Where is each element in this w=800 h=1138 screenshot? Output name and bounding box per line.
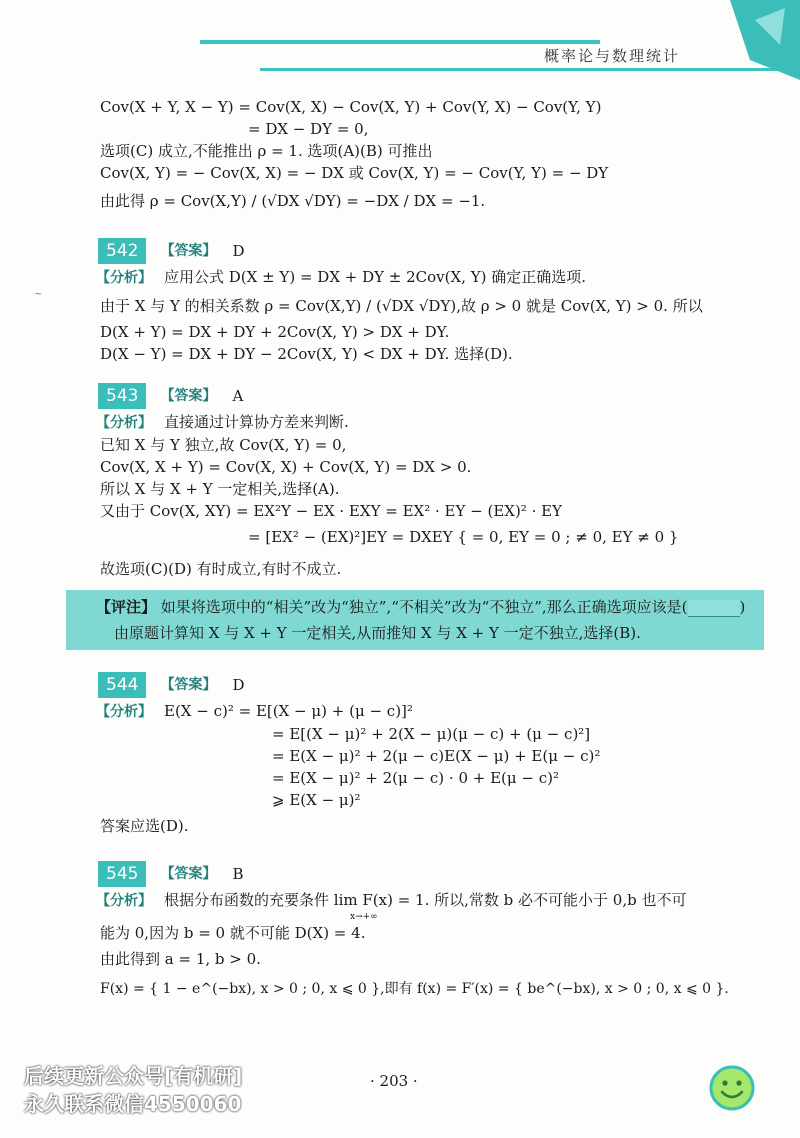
note-box — [66, 590, 764, 650]
question-number: 542 — [98, 238, 146, 264]
question-header — [100, 383, 730, 409]
analysis-text: 根据分布函数的充要条件 lim F(x) = 1. 所以,常数 b 必不可能小于 0,b 也不可 — [164, 891, 687, 909]
analysis-label: 【分析】 — [96, 704, 152, 720]
analysis-label: 【分析】 — [96, 270, 152, 286]
analysis-line — [96, 266, 730, 289]
question-header — [100, 238, 730, 264]
intro-line: 由此得 ρ = Cov(X,Y) / (√DX √DY) = −DX / DX = −1. — [100, 192, 486, 210]
smiley-icon — [708, 1064, 756, 1112]
note-text — [96, 596, 746, 618]
analysis-label: 【分析】 — [96, 415, 152, 431]
watermark-line-2: 永久联系微信4550060 — [24, 1092, 242, 1116]
analysis-line — [96, 411, 730, 434]
analysis-line — [96, 889, 730, 912]
intro-line: Cov(X + Y, X − Y) = Cov(X, X) − Cov(X, Y) + Cov(Y, X) − Cov(Y, Y) — [100, 98, 602, 116]
analysis-line: 故选项(C)(D) 有时成立,有时不成立. — [100, 560, 342, 578]
corner-arrow-icon — [710, 0, 800, 80]
note-text-2: 由原题计算知 X 与 X + Y 一定相关,从而推知 X 与 X + Y 一定不独立,选择(B). — [114, 624, 641, 642]
margin-mark: ~ — [34, 289, 43, 300]
answer-value: A — [232, 387, 244, 405]
analysis-line: 由于 X 与 Y 的相关系数 ρ = Cov(X,Y) / (√DX √DY),故 ρ > 0 就是 Cov(X, Y) > 0. 所以 — [100, 297, 703, 315]
answer-value: D — [232, 242, 245, 260]
header-bar — [200, 40, 600, 44]
answer-label: 【答案】 — [160, 388, 217, 404]
question-header — [100, 861, 730, 887]
page-number: · 203 · — [370, 1072, 418, 1090]
analysis-line: D(X − Y) = DX + DY − 2Cov(X, Y) < DX + DY. 选择(D). — [100, 345, 513, 363]
analysis-line: Cov(X, X + Y) = Cov(X, X) + Cov(X, Y) = DX > 0. — [100, 458, 472, 476]
analysis-line: 答案应选(D). — [100, 817, 189, 835]
analysis-text: 直接通过计算协方差来判断. — [164, 413, 349, 431]
analysis-line: ⩾ E(X − μ)² — [272, 791, 361, 809]
analysis-line: F(x) = { 1 − e^(−bx), x > 0 ; 0, x ⩽ 0 },即有 f(x) = F′(x) = { be^(−bx), x > 0 ; 0, x ⩽ 0 }. — [100, 981, 729, 997]
note-text-1: 如果将选项中的“相关”改为“独立”,“不相关”改为“不独立”,那么正确选项应该是( — [160, 598, 688, 616]
watermark — [24, 1062, 242, 1118]
question-number: 544 — [98, 672, 146, 698]
analysis-line: = E[(X − μ)² + 2(X − μ)(μ − c) + (μ − c)²] — [272, 725, 591, 743]
limit-subscript: x→+∞ — [350, 912, 378, 922]
analysis-label: 【分析】 — [96, 893, 152, 909]
analysis-line: 由此得到 a = 1, b > 0. — [100, 950, 261, 968]
analysis-line — [96, 700, 730, 723]
analysis-line: D(X + Y) = DX + DY + 2Cov(X, Y) > DX + DY. — [100, 323, 450, 341]
analysis-line: = [EX² − (EX)²]EY = DXEY { = 0, EY = 0 ; ≠ 0, EY ≠ 0 } — [248, 528, 679, 546]
intro-line: Cov(X, Y) = − Cov(X, X) = − DX 或 Cov(X, Y) = − Cov(Y, Y) = − DY — [100, 164, 609, 182]
answer-value: D — [232, 676, 245, 694]
note-label: 【评注】 — [96, 598, 157, 616]
analysis-text: 应用公式 D(X ± Y) = DX + DY ± 2Cov(X, Y) 确定正确选项. — [164, 268, 587, 286]
watermark-line-1: 后续更新公众号[有机研] — [24, 1064, 243, 1088]
question-header — [100, 672, 730, 698]
analysis-line: = E(X − μ)² + 2(μ − c)E(X − μ) + E(μ − c)² — [272, 747, 601, 765]
intro-line: = DX − DY = 0, — [248, 120, 369, 138]
question-number: 545 — [98, 861, 146, 887]
answer-label: 【答案】 — [160, 866, 217, 882]
header-title: 概率论与数理统计 — [543, 47, 680, 65]
answer-label: 【答案】 — [160, 243, 217, 259]
analysis-line: 又由于 Cov(X, XY) = EX²Y − EX · EXY = EX² · EY − (EX)² · EY — [100, 502, 562, 520]
analysis-line: 所以 X 与 X + Y 一定相关,选择(A). — [100, 480, 340, 498]
page-content — [96, 96, 746, 1000]
answer-value: B — [232, 865, 244, 883]
question-number: 543 — [98, 383, 146, 409]
analysis-line: = E(X − μ)² + 2(μ − c) · 0 + E(μ − c)² — [272, 769, 560, 787]
analysis-line: 已知 X 与 Y 独立,故 Cov(X, Y) = 0, — [100, 436, 347, 454]
note-text-1-end: ) — [739, 598, 746, 616]
answer-label: 【答案】 — [160, 677, 217, 693]
analysis-line: 能为 0,因为 b = 0 就不可能 D(X) = 4. — [100, 924, 366, 942]
analysis-text: E(X − c)² = E[(X − μ) + (μ − c)]² — [164, 702, 413, 720]
intro-line: 选项(C) 成立,不能推出 ρ = 1. 选项(A)(B) 可推出 — [100, 142, 433, 160]
answer-blank — [688, 600, 740, 617]
